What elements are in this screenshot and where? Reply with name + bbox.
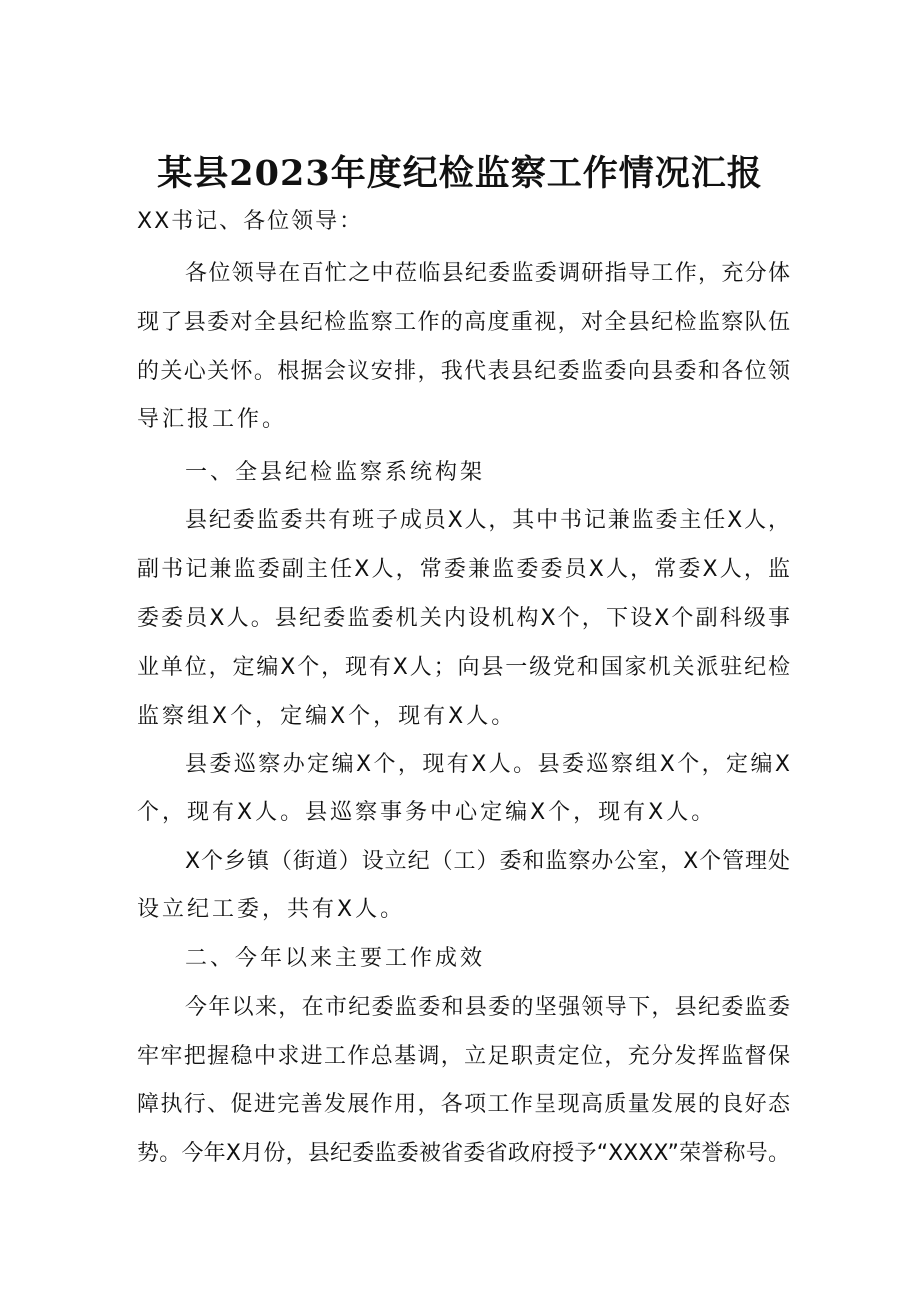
paragraph-line: 导汇报工作。 (137, 407, 288, 432)
salutation: XX书记、各位领导： (137, 209, 364, 234)
paragraph-line: 势。今年X月份，县纪委监委被省委省政府授予“XXXX”荣誉称号。 (137, 1141, 790, 1166)
paragraph-line: 现了县委对全县纪检监察工作的高度重视，对全县纪检监察队伍 (137, 310, 790, 335)
paragraph-line: 的关心关怀。根据会议安排，我代表县纪委监委向县委和各位领 (137, 359, 790, 384)
paragraph-line: 障执行、促进完善发展作用，各项工作呈现高质量发展的良好态 (137, 1092, 790, 1117)
paragraph-line: 县纪委监委共有班子成员X人，其中书记兼监委主任X人， (185, 508, 790, 533)
paragraph-line: 副书记兼监委副主任X人，常委兼监委委员X人，常委X人，监 (137, 557, 790, 582)
paragraph-line: 设立纪工委，共有X人。 (137, 897, 406, 922)
paragraph-line: 今年以来，在市纪委监委和县委的坚强领导下，县纪委监委 (185, 995, 790, 1020)
paragraph-line: 各位领导在百忙之中莅临县纪委监委调研指导工作，充分体 (185, 261, 790, 286)
paragraph-line: X个乡镇（街道）设立纪（工）委和监察办公室，X个管理处 (185, 849, 790, 874)
section-heading: 一、全县纪检监察系统构架 (185, 460, 486, 485)
paragraph-line: 业单位，定编X个，现有X人；向县一级党和国家机关派驻纪检 (137, 655, 790, 680)
paragraph-line: 个，现有X人。县巡察事务中心定编X个，现有X人。 (137, 800, 717, 825)
paragraph-line: 委委员X人。县纪委监委机关内设机构X个，下设X个副科级事 (137, 606, 790, 631)
section-heading: 二、今年以来主要工作成效 (185, 946, 486, 971)
document-title: 某县2023年度纪检监察工作情况汇报 (157, 153, 763, 194)
paragraph-line: 县委巡察办定编X个，现有X人。县委巡察组X个，定编X (185, 752, 790, 777)
paragraph-line: 牢牢把握稳中求进工作总基调，立足职责定位，充分发挥监督保 (137, 1044, 790, 1069)
paragraph-line: 监察组X个，定编X个，现有X人。 (137, 704, 517, 729)
